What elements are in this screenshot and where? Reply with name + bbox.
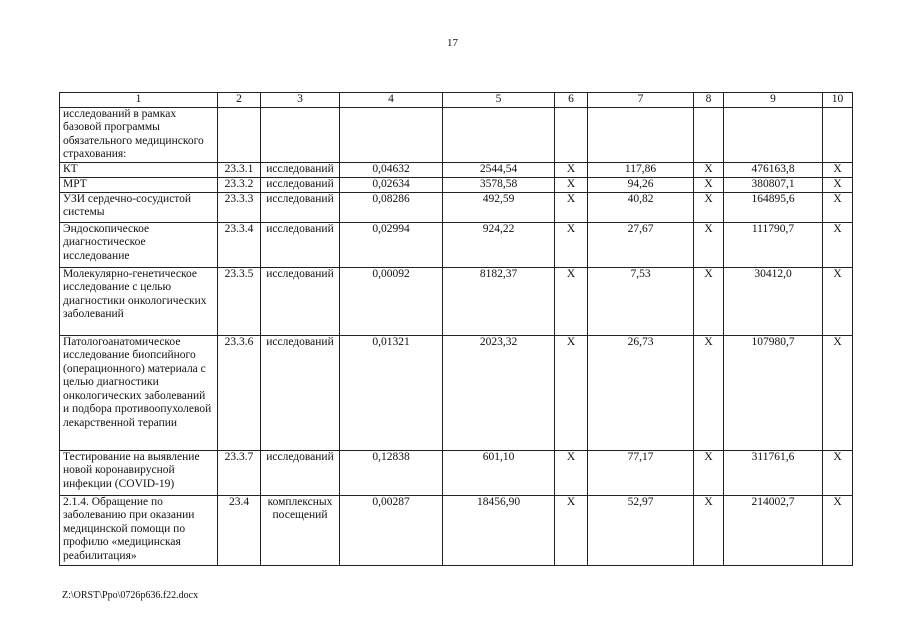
x-cell: Х [694, 192, 724, 222]
cost-norm-cell: 8182,37 [443, 267, 555, 335]
code-cell: 23.3.3 [218, 192, 261, 222]
per-capita-cell: 77,17 [588, 450, 694, 495]
x-cell: Х [694, 450, 724, 495]
x-cell: Х [555, 267, 588, 335]
code-cell [218, 107, 261, 162]
table-row [60, 222, 853, 267]
cost-norm-cell [443, 107, 555, 162]
per-capita-cell: 117,86 [588, 162, 694, 177]
volume-norm-cell: 0,00287 [340, 495, 443, 565]
service-name-cell: УЗИ сердечно-сосудистой системы [60, 192, 218, 222]
column-header: 6 [555, 93, 588, 108]
x-cell: Х [823, 162, 853, 177]
table-row [60, 162, 853, 177]
x-cell: Х [555, 450, 588, 495]
volume-norm-cell: 0,12838 [340, 450, 443, 495]
x-cell: Х [823, 192, 853, 222]
total-cost-cell: 107980,7 [724, 335, 823, 450]
cost-norm-cell: 924,22 [443, 222, 555, 267]
x-cell: Х [823, 267, 853, 335]
total-cost-cell: 111790,7 [724, 222, 823, 267]
per-capita-cell: 40,82 [588, 192, 694, 222]
unit-cell: исследований [261, 450, 340, 495]
total-cost-cell: 380807,1 [724, 177, 823, 192]
total-cost-cell: 476163,8 [724, 162, 823, 177]
file-path-footer: Z:\ORST\Ppo\0726p636.f22.docx [62, 590, 199, 601]
table-row [60, 450, 853, 495]
x-cell: Х [694, 162, 724, 177]
per-capita-cell: 52,97 [588, 495, 694, 565]
header-row [60, 93, 853, 108]
x-cell: Х [823, 222, 853, 267]
per-capita-cell: 94,26 [588, 177, 694, 192]
per-capita-cell: 26,73 [588, 335, 694, 450]
service-name-cell: исследований в рамках базовой программы обязательного медицинского страхования: [60, 107, 218, 162]
x-cell: Х [694, 267, 724, 335]
x-cell: Х [694, 177, 724, 192]
service-name-cell: МРТ [60, 177, 218, 192]
code-cell: 23.3.7 [218, 450, 261, 495]
volume-norm-cell: 0,01321 [340, 335, 443, 450]
unit-cell: исследований [261, 177, 340, 192]
column-header: 5 [443, 93, 555, 108]
code-cell: 23.3.4 [218, 222, 261, 267]
x-cell: Х [555, 162, 588, 177]
x-cell: Х [694, 335, 724, 450]
service-name-cell: Тестирование на выявление новой коронавирусной инфекции (COVID-19) [60, 450, 218, 495]
unit-cell [261, 107, 340, 162]
x-cell: Х [823, 335, 853, 450]
x-cell: Х [555, 222, 588, 267]
volume-norm-cell: 0,00092 [340, 267, 443, 335]
column-header: 1 [60, 93, 218, 108]
column-header: 7 [588, 93, 694, 108]
total-cost-cell: 311761,6 [724, 450, 823, 495]
column-header: 3 [261, 93, 340, 108]
service-name-cell: КТ [60, 162, 218, 177]
total-cost-cell: 30412,0 [724, 267, 823, 335]
x-cell [823, 107, 853, 162]
volume-norm-cell: 0,02634 [340, 177, 443, 192]
column-header: 8 [694, 93, 724, 108]
per-capita-cell [588, 107, 694, 162]
table-row [60, 267, 853, 335]
service-name-cell: Молекулярно-генетическое исследование с целью диагностики онкологических заболеваний [60, 267, 218, 335]
volume-norm-cell [340, 107, 443, 162]
column-header: 4 [340, 93, 443, 108]
x-cell: Х [694, 222, 724, 267]
total-cost-cell [724, 107, 823, 162]
cost-norm-cell: 3578,58 [443, 177, 555, 192]
x-cell: Х [694, 495, 724, 565]
column-header: 2 [218, 93, 261, 108]
cost-norm-cell: 492,59 [443, 192, 555, 222]
cost-norm-cell: 2023,32 [443, 335, 555, 450]
table-row [60, 335, 853, 450]
table-row [60, 107, 853, 162]
table-row [60, 192, 853, 222]
x-cell: Х [823, 495, 853, 565]
code-cell: 23.3.1 [218, 162, 261, 177]
x-cell: Х [823, 450, 853, 495]
code-cell: 23.3.2 [218, 177, 261, 192]
unit-cell: исследований [261, 192, 340, 222]
x-cell [694, 107, 724, 162]
unit-cell: исследований [261, 162, 340, 177]
code-cell: 23.3.5 [218, 267, 261, 335]
x-cell: Х [555, 177, 588, 192]
table-row [60, 177, 853, 192]
x-cell: Х [555, 335, 588, 450]
volume-norm-cell: 0,02994 [340, 222, 443, 267]
code-cell: 23.3.6 [218, 335, 261, 450]
total-cost-cell: 214002,7 [724, 495, 823, 565]
x-cell: Х [823, 177, 853, 192]
unit-cell: исследований [261, 335, 340, 450]
column-header: 10 [823, 93, 853, 108]
x-cell: Х [555, 495, 588, 565]
service-name-cell: Эндоскопическое диагностическое исследование [60, 222, 218, 267]
x-cell: Х [555, 192, 588, 222]
x-cell [555, 107, 588, 162]
page-number: 17 [447, 37, 458, 49]
cost-norm-cell: 601,10 [443, 450, 555, 495]
service-name-cell: 2.1.4. Обращение по заболеванию при оказании медицинской помощи по профилю «медицинская реабилитация» [60, 495, 218, 565]
data-table [59, 92, 853, 566]
per-capita-cell: 27,67 [588, 222, 694, 267]
cost-norm-cell: 18456,90 [443, 495, 555, 565]
service-name-cell: Патологоанатомическое исследование биопсийного (операционного) материала с целью диагностики онкологических заболеваний и подбора противоопухолевой лекарственной терапии [60, 335, 218, 450]
cost-norm-cell: 2544,54 [443, 162, 555, 177]
per-capita-cell: 7,53 [588, 267, 694, 335]
volume-norm-cell: 0,04632 [340, 162, 443, 177]
volume-norm-cell: 0,08286 [340, 192, 443, 222]
total-cost-cell: 164895,6 [724, 192, 823, 222]
unit-cell: исследований [261, 267, 340, 335]
code-cell: 23.4 [218, 495, 261, 565]
unit-cell: комплексных посещений [261, 495, 340, 565]
column-header: 9 [724, 93, 823, 108]
table-row [60, 495, 853, 565]
table-body [60, 107, 853, 565]
unit-cell: исследований [261, 222, 340, 267]
